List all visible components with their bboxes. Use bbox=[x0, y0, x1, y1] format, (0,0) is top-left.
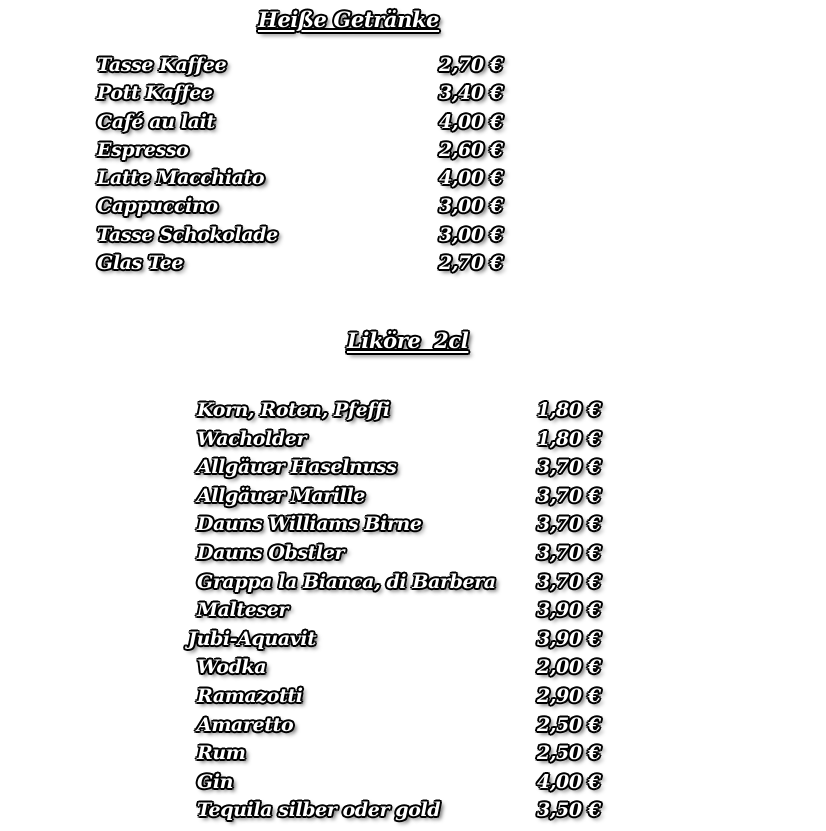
item-price: 2,00 € bbox=[537, 656, 601, 679]
menu-item bbox=[97, 110, 517, 141]
menu-item bbox=[197, 744, 617, 773]
item-name: Wodka bbox=[197, 656, 267, 679]
item-name: Allgäuer Marille bbox=[197, 484, 365, 507]
menu-item bbox=[197, 713, 617, 745]
item-name: Café au lait bbox=[97, 110, 215, 133]
item-price: 4,00 € bbox=[439, 110, 503, 133]
item-price: 1,80 € bbox=[537, 399, 601, 421]
menu-item bbox=[97, 197, 517, 225]
menu-item bbox=[97, 223, 517, 254]
menu-item bbox=[197, 570, 617, 602]
item-price: 2,50 € bbox=[537, 742, 601, 765]
item-price: 2,50 € bbox=[537, 713, 601, 736]
hot-drinks-list bbox=[97, 56, 517, 282]
menu-item bbox=[197, 658, 617, 687]
item-name: Cappuccino bbox=[97, 195, 218, 218]
menu-item bbox=[197, 684, 617, 716]
item-name: Korn, Roten, Pfeffi bbox=[197, 399, 390, 421]
item-price: 2,70 € bbox=[439, 54, 503, 76]
item-price: 3,90 € bbox=[537, 599, 601, 622]
item-name: Pott Kaffee bbox=[97, 82, 213, 105]
menu-item bbox=[97, 138, 517, 169]
item-price: 3,70 € bbox=[537, 513, 601, 536]
item-name: Dauns Williams Birne bbox=[197, 513, 422, 536]
item-name: Amaretto bbox=[197, 713, 294, 736]
item-price: 4,00 € bbox=[439, 167, 503, 190]
item-price: 3,70 € bbox=[537, 570, 601, 593]
item-price: 3,40 € bbox=[439, 82, 503, 105]
item-name: Glas Tee bbox=[97, 252, 184, 275]
item-name: Jubi-Aquavit bbox=[188, 627, 316, 650]
menu-item bbox=[197, 801, 617, 830]
item-price: 4,00 € bbox=[537, 770, 601, 793]
item-name: Malteser bbox=[197, 599, 289, 622]
item-price: 3,00 € bbox=[439, 223, 503, 246]
item-price: 3,70 € bbox=[537, 484, 601, 507]
item-price: 2,90 € bbox=[537, 684, 601, 707]
item-name: Ramazotti bbox=[197, 684, 303, 707]
item-price: 3,70 € bbox=[537, 456, 601, 479]
liqueurs-list bbox=[188, 399, 617, 830]
item-name: Dauns Obstler bbox=[197, 541, 345, 564]
item-price: 3,90 € bbox=[537, 627, 601, 650]
item-price: 3,70 € bbox=[537, 541, 601, 564]
menu-item bbox=[197, 401, 617, 430]
menu-item bbox=[97, 254, 517, 282]
menu-item bbox=[197, 484, 617, 516]
item-name: Gin bbox=[197, 770, 234, 793]
item-name: Tasse Schokolade bbox=[97, 223, 278, 246]
item-name: Rum bbox=[197, 742, 246, 765]
menu-item bbox=[197, 541, 617, 573]
item-price: 3,50 € bbox=[537, 799, 601, 822]
menu-item bbox=[97, 84, 517, 112]
item-price: 1,80 € bbox=[537, 427, 601, 450]
menu-item bbox=[97, 56, 517, 84]
menu-item bbox=[188, 627, 617, 659]
liqueurs-heading: Liköre 2cl bbox=[347, 328, 469, 353]
menu-item bbox=[197, 770, 617, 802]
menu-item bbox=[97, 169, 517, 197]
item-price: 3,00 € bbox=[439, 195, 503, 218]
item-price: 2,70 € bbox=[439, 252, 503, 275]
item-name: Espresso bbox=[97, 138, 189, 161]
item-name: Latte Macchiato bbox=[97, 167, 265, 190]
item-name: Tasse Kaffee bbox=[97, 54, 227, 76]
hot-drinks-heading: Heiße Getränke bbox=[258, 7, 440, 32]
item-name: Allgäuer Haselnuss bbox=[197, 456, 397, 479]
item-name: Wacholder bbox=[197, 427, 307, 450]
menu-item bbox=[197, 458, 617, 487]
menu-item bbox=[197, 515, 617, 544]
menu-item bbox=[197, 601, 617, 630]
item-name: Grappa la Bianca, di Barbera bbox=[197, 570, 496, 593]
item-price: 2,60 € bbox=[439, 138, 503, 161]
menu-item bbox=[197, 427, 617, 459]
item-name: Tequila silber oder gold bbox=[197, 799, 441, 822]
